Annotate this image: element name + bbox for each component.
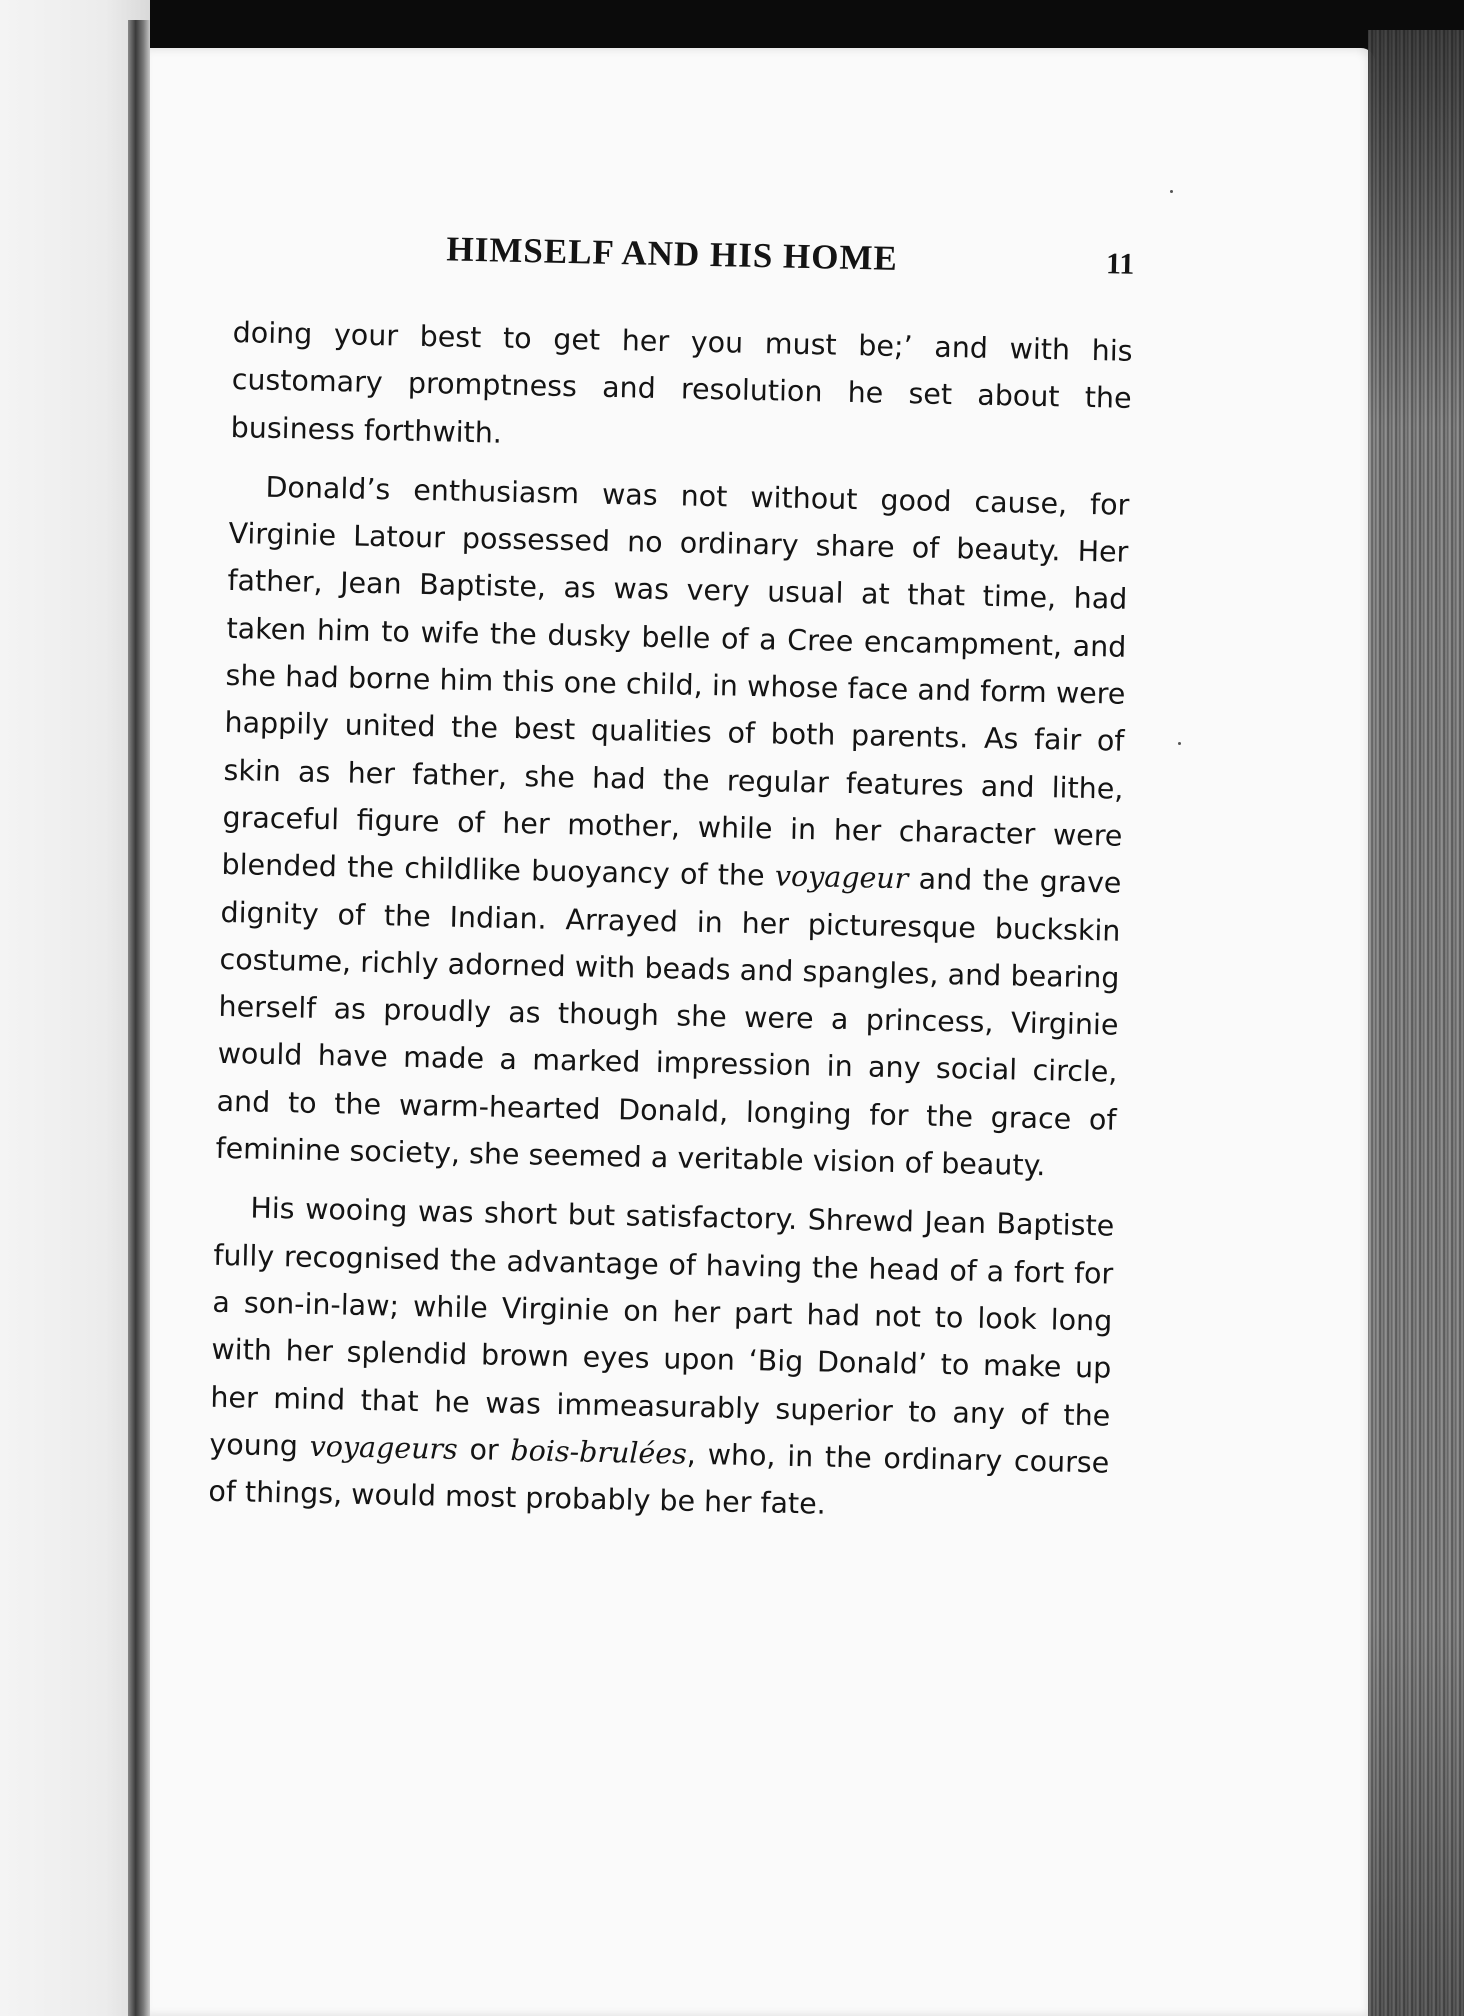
- page-number: 11: [1105, 247, 1135, 281]
- text-segment: Donald’s enthusiasm was not without good cause, for Virginie Latour possessed no ordinary share of beauty. Her father, Jean Baptiste, as was very usual at that time, had taken him to wife the dusky belle of a Cree encampment, and she had borne him this one child, in whose face and form were happily united the best qualities of both parents. As fair of skin as her father, she had the regular features and lithe, graceful figure of her mother, while in her character were blended the childlike buoyancy of the: [221, 470, 1130, 893]
- text-segment: , who, in the ordinary course of things, would most probably be her fate.: [208, 1437, 1110, 1521]
- text-segment: doing your best to get her you must be;’ and with his customary promptness and resolution he set about the business forthwith.: [230, 315, 1133, 450]
- page-content: [208, 225, 1135, 1546]
- italic-text: voyageur: [774, 859, 909, 896]
- running-title: HIMSELF AND HIS HOME: [446, 229, 899, 278]
- paragraph: [230, 309, 1133, 470]
- book-gutter: [128, 20, 150, 2016]
- italic-text: bois-brulées: [510, 1433, 688, 1471]
- text-segment: or: [457, 1432, 511, 1467]
- text-segment: His wooing was short but satisfactory. Shrewd Jean Baptiste fully recognised the advantage of having the head of a fort for a son-in-law; while Virginie on her part had not to look long with her splendid brown eyes upon ‘Big Donald’ to make up her mind that he was immeasurably superior to any of the young: [209, 1191, 1115, 1463]
- italic-text: voyageurs: [309, 1429, 459, 1466]
- paper-speck: [1170, 190, 1173, 193]
- paragraph: [215, 463, 1130, 1191]
- text-segment: and the grave dignity of the Indian. Arrayed in her picturesque buckskin costume, richly adorned with beads and spangles, and bearing herself as proudly as though she were a princess, Virginie would have made a marked impression in any social circle, and to the warm-hearted Donald, longing for the grace of feminine society, she seemed a veritable vision of beauty.: [215, 862, 1122, 1183]
- background-dark: [150, 0, 1464, 48]
- paragraph: [208, 1184, 1115, 1534]
- paper-speck: [1178, 742, 1181, 745]
- body-text: [208, 309, 1133, 1534]
- page-edges-shadow: [1368, 30, 1464, 2016]
